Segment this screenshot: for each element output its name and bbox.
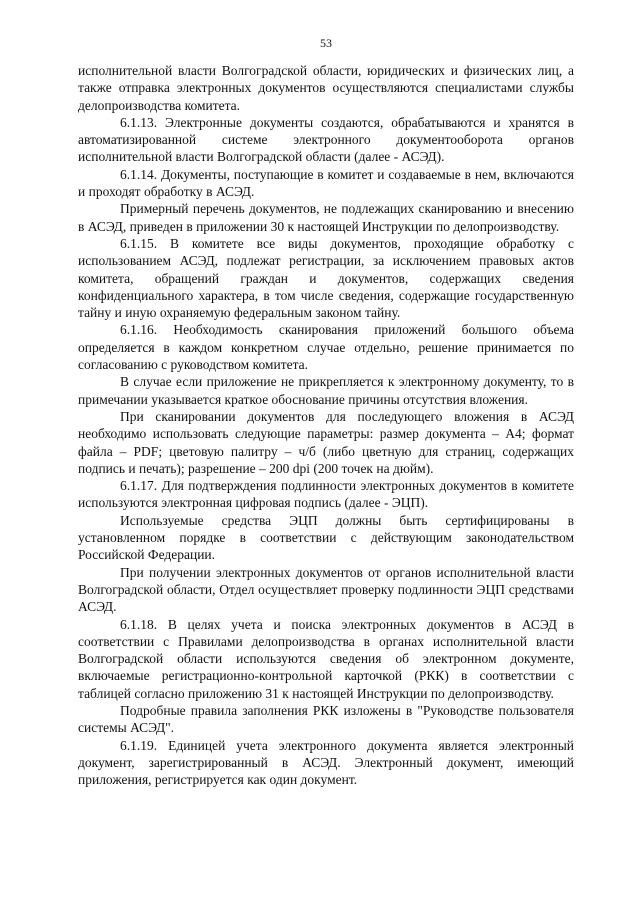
paragraph-6-1-17: 6.1.17. Для подтверждения подлинности электронных документов в комитете используются электронная цифровая подпись (далее - ЭЦП). bbox=[78, 478, 574, 511]
paragraph-6-1-18: 6.1.18. В целях учета и поиска электронных документов в АСЭД в соответствии с Правилами делопроизводства в органах исполнительной власти Волгоградской области используются сведения об электронном документе, включаемые регистрационно-контрольной карточкой (РКК) в соответствии с таблицей согласно приложению 31 к настоящей Инструкции по делопроизводству. bbox=[78, 616, 574, 701]
paragraph-6-1-15: 6.1.15. В комитете все виды документов, проходящие обработку с использованием АСЭД, подлежат регистрации, за исключением правовых актов комитета, обращений граждан и документов, содержащих сведения конфиденциального характера, в том числе сведения, содержащие государственную тайну и иную охраняемую федеральным законом тайну. bbox=[78, 235, 574, 321]
page-number: 53 bbox=[320, 36, 332, 50]
paragraph-6-1-13: 6.1.13. Электронные документы создаются, обрабатываются и хранятся в автоматизированной системе электронного документооборота органов исполнительной власти Волгоградской области (далее - АСЭД). bbox=[78, 114, 574, 165]
paragraph-6-1-19: 6.1.19. Единицей учета электронного документа является электронный документ, зарегистрированный в АСЭД. Электронный документ, имеющий приложения, регистрируется как один документ. bbox=[78, 737, 574, 788]
paragraph-6-1-16: 6.1.16. Необходимость сканирования приложений большого объема определяется в каждом конкретном случае отдельно, решение принимается по согласованию с руководством комитета. bbox=[78, 322, 574, 373]
paragraph-continuation: исполнительной власти Волгоградской области, юридических и физических лиц, а также отправка электронных документов осуществляются специалистами службы делопроизводства комитета. bbox=[78, 63, 574, 113]
paragraph-ecp-verification: При получении электронных документов от органов исполнительной власти Волгоградской области, Отдел осуществляет проверку подлинности ЭЦП средствами АСЭД. bbox=[78, 564, 574, 615]
paragraph-scan-parameters: При сканировании документов для последующего вложения в АСЭД необходимо использовать следующие параметры: размер документа – А4; формат файла – PDF; цветовую палитру – ч/б (либо цветную для страниц, содержащих подпись и печать); разрешение – 200 dpi (200 точек на дюйм). bbox=[78, 408, 574, 476]
paragraph-rkk-rules: Подробные правила заполнения РКК изложены в "Руководстве пользователя системы АСЭД". bbox=[78, 702, 574, 736]
paragraph-6-1-14: 6.1.14. Документы, поступающие в комитет и создаваемые в нем, включаются и проходят обработку в АСЭД. bbox=[78, 166, 574, 200]
paragraph-attachment-note: В случае если приложение не прикрепляется к электронному документу, то в примечании указывается краткое обоснование причины отсутствия вложения. bbox=[78, 374, 574, 407]
paragraph-ecp-certification: Используемые средства ЭЦП должны быть сертифицированы в установленном порядке в соответствии с действующим законодательством Российской Федерации. bbox=[78, 512, 574, 563]
paragraph-scan-exclusion-list: Примерный перечень документов, не подлежащих сканированию и внесению в АСЭД, приведен в приложении 30 к настоящей Инструкции по делопроизводству. bbox=[78, 201, 574, 234]
